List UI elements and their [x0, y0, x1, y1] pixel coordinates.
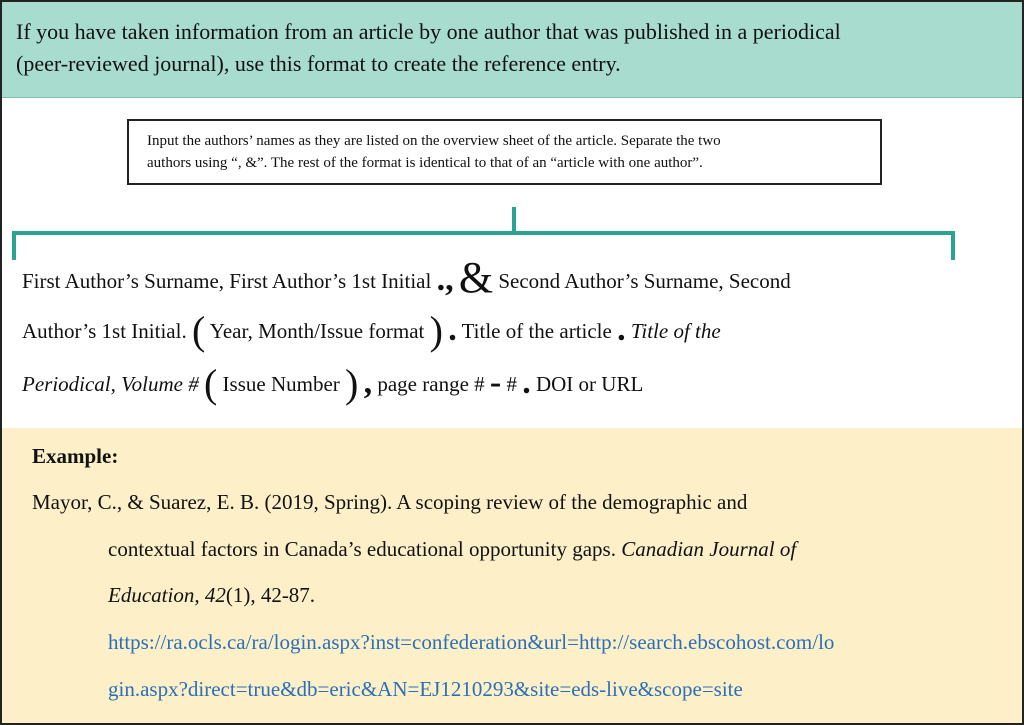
format-periodical-title: Title of the: [630, 319, 721, 343]
format-paren-close: ): [345, 361, 359, 406]
author-note-box: [127, 119, 882, 185]
format-dash: -: [489, 364, 502, 401]
note-line-2: authors using “, &”. The rest of the format is identical to that of an “article with one author”.: [147, 155, 703, 171]
note-line-1: Input the authors’ names as they are listed on the overview sheet of the article. Separate the two: [147, 133, 721, 149]
header-line-1: If you have taken information from an article by one author that was published in a periodical: [16, 19, 841, 44]
example-panel: [2, 428, 1022, 723]
format-issue: Issue Number: [222, 372, 340, 396]
format-line-2: [22, 307, 721, 354]
format-paren-open: (: [203, 361, 218, 406]
format-line-3: [22, 360, 643, 407]
format-page-range: page range #: [377, 372, 490, 396]
format-dot: .: [617, 311, 626, 348]
example-heading: Example:: [32, 444, 119, 468]
format-year: Year, Month/Issue format: [209, 319, 425, 343]
format-paren-close: ): [429, 308, 443, 353]
example-journal: Canadian Journal of: [621, 537, 797, 561]
format-paren-open: (: [191, 308, 206, 353]
format-article-title: Title of the article: [461, 319, 612, 343]
example-line-3: [108, 583, 315, 608]
example-url-line-1[interactable]: https://ra.ocls.ca/ra/login.aspx?inst=confederation&url=http://search.ebscohost.com/lo: [108, 630, 835, 654]
header-line-2: (peer-reviewed journal), use this format to create the reference entry.: [16, 51, 621, 76]
format-dot: .: [448, 311, 457, 348]
author-note-text: [147, 130, 872, 174]
format-dot: .: [522, 364, 531, 401]
example-volume: Education, 42: [108, 583, 226, 607]
format-comma: ,: [363, 364, 373, 401]
example-title-cont: contextual factors in Canada’s educational opportunity gaps.: [108, 537, 622, 561]
format-page-end: #: [506, 372, 517, 396]
example-url-line-2[interactable]: gin.aspx?direct=true&db=eric&AN=EJ1210293&site=eds-live&scope=site: [108, 677, 743, 701]
format-second-initial: Author’s 1st Initial.: [22, 319, 192, 343]
format-second-author: Second Author’s Surname, Second: [498, 269, 791, 293]
example-line-2: [108, 537, 796, 562]
format-first-author: First Author’s Surname, First Author’s 1st Initial: [22, 269, 432, 293]
example-pages: (1), 42-87.: [225, 583, 316, 607]
header-text: [16, 16, 1006, 80]
format-line-1: [22, 252, 791, 303]
format-punct: .,: [436, 261, 454, 298]
format-ampersand: &: [458, 253, 494, 302]
format-doi: DOI or URL: [535, 372, 644, 396]
header-banner: [2, 2, 1022, 98]
example-line-1: Mayor, C., & Suarez, E. B. (2019, Spring). A scoping review of the demographic and: [32, 490, 748, 514]
format-periodical-volume: Periodical, Volume #: [22, 372, 199, 396]
